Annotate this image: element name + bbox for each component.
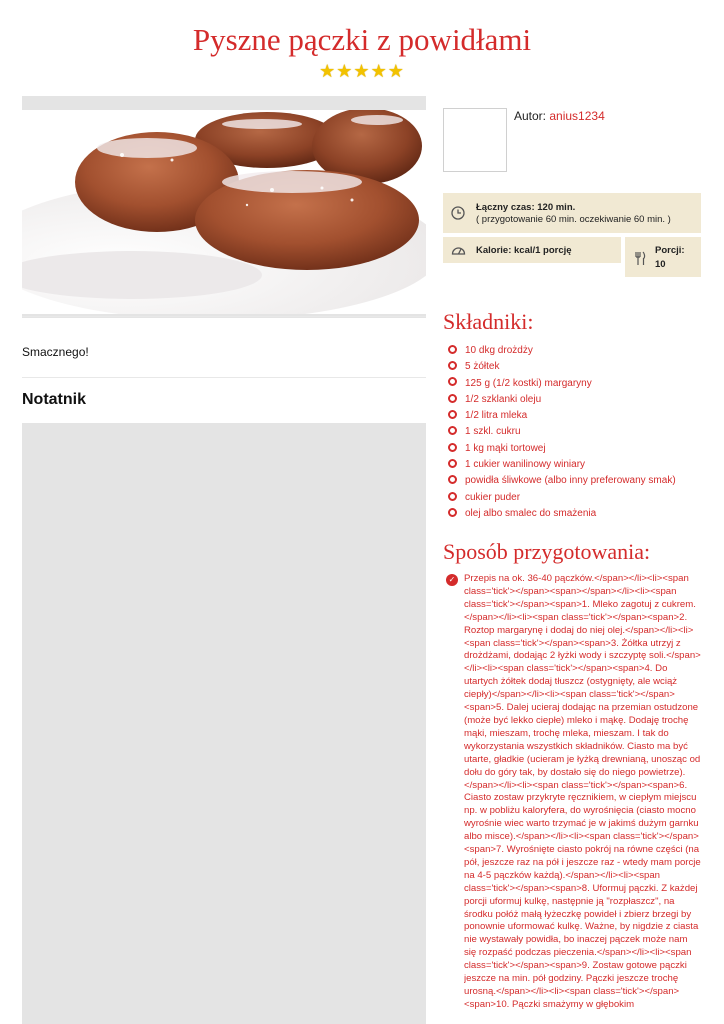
calories: Kalorie: kcal/1 porcję	[476, 245, 572, 256]
ring-bullet-icon	[448, 377, 457, 386]
ingredient-item: 1/2 litra mleka	[448, 408, 676, 424]
author-line	[514, 109, 605, 123]
ring-bullet-icon	[448, 492, 457, 501]
ingredient-item: olej albo smalec do smażenia	[448, 506, 676, 522]
donuts-photo-illustration	[22, 110, 426, 314]
ring-bullet-icon	[448, 426, 457, 435]
portions-value: 10	[655, 259, 666, 270]
closing-note: Smacznego!	[22, 345, 89, 359]
cutlery-icon	[634, 251, 646, 271]
ring-bullet-icon	[448, 443, 457, 452]
method-heading: Sposób przygotowania:	[443, 539, 651, 564]
ingredient-item: 1 kg mąki tortowej	[448, 441, 676, 457]
ring-bullet-icon	[448, 508, 457, 517]
ring-bullet-icon	[448, 459, 457, 468]
ring-bullet-icon	[448, 361, 457, 370]
recipe-photo	[22, 110, 426, 314]
rating-stars	[0, 61, 724, 82]
ingredient-item: 1/2 szklanki oleju	[448, 392, 676, 408]
author-link[interactable]: anius1234	[549, 109, 605, 123]
ingredients-heading: Składniki:	[443, 309, 534, 334]
total-time: Łączny czas: 120 min.	[476, 202, 576, 213]
method-step-text: Przepis na ok. 36-40 pączków.</span></li><li><span class='tick'></span><span></span></li><li><span class='tick'></span><span>1. Mleko zagotuj z cukrem.</span></li><li><span class='tick'></span><span>2. Roztop margarynę i dodaj do niej olej.</span></li><li><span class='tick'></span><span>3. Żółtka utrzyj z drożdżami, dodając 2 łyżki wody i szczyptę soli.</span></li><li><span class='tick'></span><span>4. Do utartych żółtek dodaj tłuszcz (ostygnięty, ale wciąż ciepły)</span></li><li><span class='tick'></span><span>5. Dalej ucieraj dodając na przemian ostudzone (może być lekko ciepłe) mleko i mąkę. Dodaję trochę mąki, mieszam, trochę mleka, mieszam. I tak do wykorzystania wszystkich składników. Ciasto ma być utarte, gładkie (ucieram je łyżką drewnianą, unosząc od dołu do góry tak, by dostało się do niego powietrze). </span></li><li><span class='tick'></span><span>6. Ciasto zostaw przykryte ręcznikiem, w ciepłym miejscu np. w pobliżu kaloryfera, do wyrośnięcia (ciasto mocno wyrośnie wiec warto trzymać je w jakimś dużym garnku albo misce).</span></li><li><span class='tick'></span><span>7. Wyrośnięte ciasto pokrój na równe części (na pół, jeszcze raz na pół i jeszcze raz - wtedy mam porcje na 4-5 pączków każdą).</span></li><li><span class='tick'></span><span>8. Uformuj pączki. Z każdej porcji uformuj kulkę, następnie ją "rozpłaszcz", na środku połóż małą łyżeczkę powideł i zbierz brzegi by ponownie uformować kulkę. Ważne, by nigdzie z ciasta nie wystawały powidła, bo inaczej pączek może nam się rozpaść podczas pieczenia.</span></li><li><span class='tick'></span><span>9. Zostaw gotowe pączki jeszcze na min. pół godziny. Pączki jeszcze trochę urosną.</span></li><li><span class='tick'></span><span>10. Pączki smażymy w głębokim	[464, 573, 701, 1010]
time-breakdown: ( przygotowanie 60 min. oczekiwanie 60 min. )	[476, 214, 671, 225]
ingredient-item: 5 żółtek	[448, 359, 676, 375]
portions-box	[625, 237, 701, 277]
calories-box	[443, 237, 621, 263]
ring-bullet-icon	[448, 410, 457, 419]
ring-bullet-icon	[448, 394, 457, 403]
ingredient-item: powidła śliwkowe (albo inny preferowany smak)	[448, 473, 676, 489]
check-circle-icon: ✓	[446, 574, 458, 586]
recipe-photo-frame	[22, 96, 426, 318]
total-time-box	[443, 193, 701, 233]
ingredient-item: 1 cukier wanilinowy winiary	[448, 457, 676, 473]
ingredient-item: 1 szkl. cukru	[448, 424, 676, 440]
divider	[22, 377, 426, 378]
ingredient-item: cukier puder	[448, 490, 676, 506]
portions-label: Porcji:	[655, 245, 685, 256]
ring-bullet-icon	[448, 475, 457, 484]
clock-icon	[451, 206, 465, 225]
ingredients-list	[448, 343, 676, 522]
notes-heading: Notatnik	[22, 391, 86, 408]
recipe-title: Pyszne pączki z powidłami	[192, 22, 532, 57]
author-label: Autor:	[514, 109, 547, 123]
divider	[22, 316, 426, 317]
ring-bullet-icon	[448, 345, 457, 354]
ingredient-item: 10 dkg drożdży	[448, 343, 676, 359]
notes-area[interactable]	[22, 423, 426, 1024]
star-icon: ★★★★★	[319, 61, 405, 81]
scale-icon	[451, 242, 466, 261]
ingredient-item: 125 g (1/2 kostki) margaryny	[448, 376, 676, 392]
author-avatar[interactable]	[443, 108, 507, 172]
